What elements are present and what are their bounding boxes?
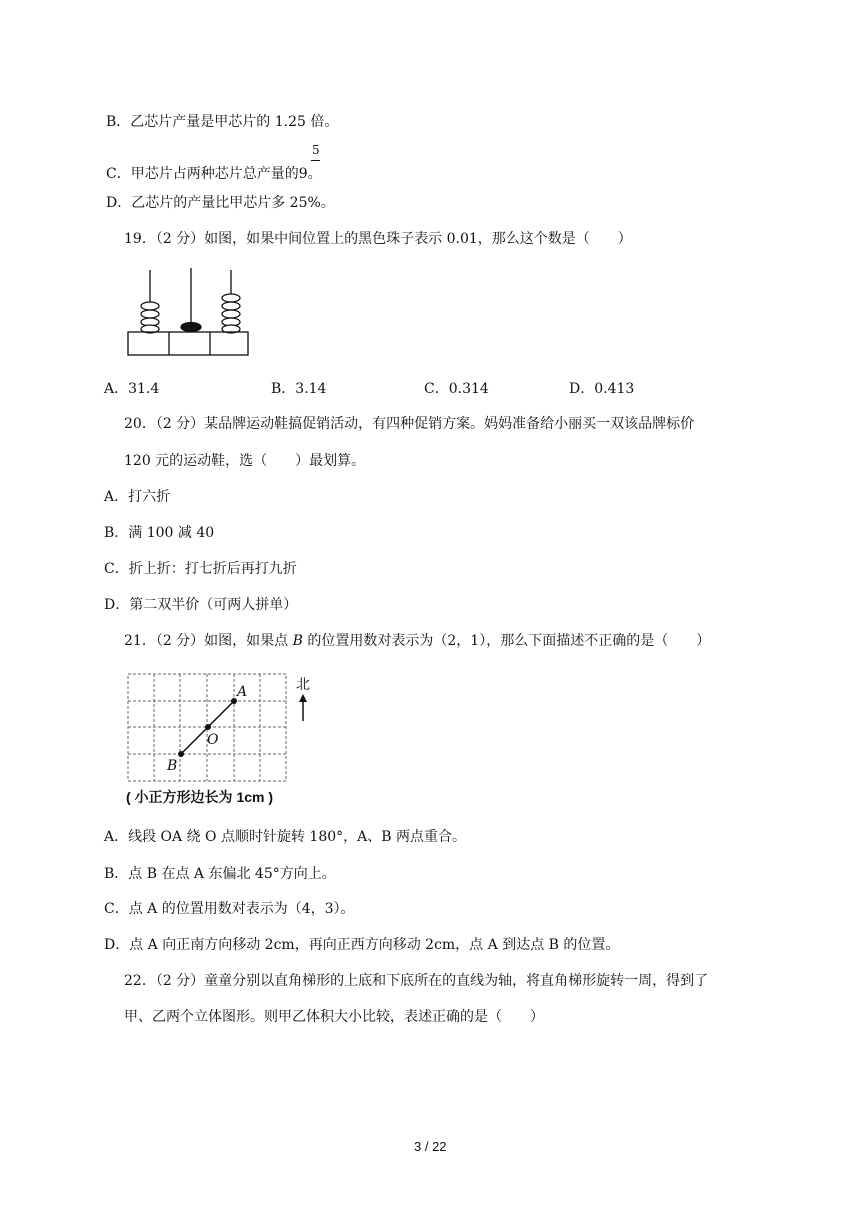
q18-fraction-bar	[311, 160, 320, 161]
q18-option-d: D．乙芯片的产量比甲芯片多 25%。	[106, 195, 335, 211]
label-b: B	[167, 758, 178, 774]
q18-option-b: B．乙芯片产量是甲芯片的 1.25 倍。	[106, 114, 339, 130]
q18-option-c-text: C．甲芯片占两种芯片总产量的	[106, 166, 299, 182]
point-o	[205, 724, 211, 730]
bead	[222, 302, 240, 310]
q19-option-a: A．31.4	[104, 381, 160, 397]
grid-caption: ( 小正方形边长为 1cm )	[126, 789, 274, 805]
page-number: 3 / 22	[414, 1139, 447, 1154]
q20-stem-line2: 120 元的运动鞋，选（ ）最划算。	[124, 453, 366, 469]
abacus-figure	[124, 266, 254, 360]
q18-fraction-denominator: 9	[298, 166, 308, 182]
q19-option-b: B．3.14	[271, 381, 327, 397]
bead-black	[181, 323, 201, 332]
q21-option-c: C．点 A 的位置用数对表示为（4，3）。	[104, 901, 355, 917]
q19-option-d: D．0.413	[569, 381, 635, 397]
bead	[222, 294, 240, 302]
q22-stem-line2: 甲、乙两个立体图形。则甲乙体积大小比较，表述正确的是（ ）	[124, 1009, 544, 1025]
label-a: A	[237, 684, 248, 700]
q18-option-c	[106, 164, 322, 184]
q20-option-b: B．满 100 减 40	[104, 525, 215, 541]
abacus-base	[128, 332, 248, 355]
bead	[141, 310, 159, 318]
q18-option-c-end: 。	[307, 166, 322, 182]
q19-option-c: C．0.314	[424, 381, 489, 397]
bead	[141, 302, 159, 310]
q21-option-a: A．线段 OA 绕 O 点顺时针旋转 180°，A、B 两点重合。	[104, 829, 466, 845]
q21-stem-start: 21．（2 分）如图，如果点	[124, 633, 289, 649]
q20-stem-line1: 20．（2 分）某品牌运动鞋搞促销活动，有四种促销方案。妈妈准备给小丽买一双该品牌标价	[124, 416, 695, 432]
q21-option-b: B．点 B 在点 A 东偏北 45°方向上。	[104, 866, 336, 882]
q21-stem-point-b: B	[292, 633, 303, 649]
q19-stem: 19．（2 分）如图，如果中间位置上的黑色珠子表示 0.01，那么这个数是（ ）	[124, 231, 632, 247]
q22-stem-line1: 22．（2 分）童童分别以直角梯形的上底和下底所在的直线为轴，将直角梯形旋转一周，得到了	[124, 973, 709, 989]
north-label: 北	[296, 677, 310, 693]
q18-fraction-numerator: 5	[312, 143, 320, 157]
q21-option-d: D．点 A 向正南方向移动 2cm，再向正西方向移动 2cm，点 A 到达点 B 的位置。	[104, 937, 620, 953]
q21-stem	[124, 631, 710, 651]
bead	[222, 310, 240, 318]
q20-option-a: A．打六折	[104, 489, 171, 505]
point-b	[178, 751, 184, 757]
q20-option-c: C．折上折：打七折后再打九折	[104, 561, 297, 577]
q20-option-d: D．第二双半价（可两人拼单）	[104, 597, 298, 613]
label-o: O	[207, 732, 219, 748]
q21-stem-end: 的位置用数对表示为（2，1），那么下面描述不正确的是（ ）	[307, 633, 711, 649]
